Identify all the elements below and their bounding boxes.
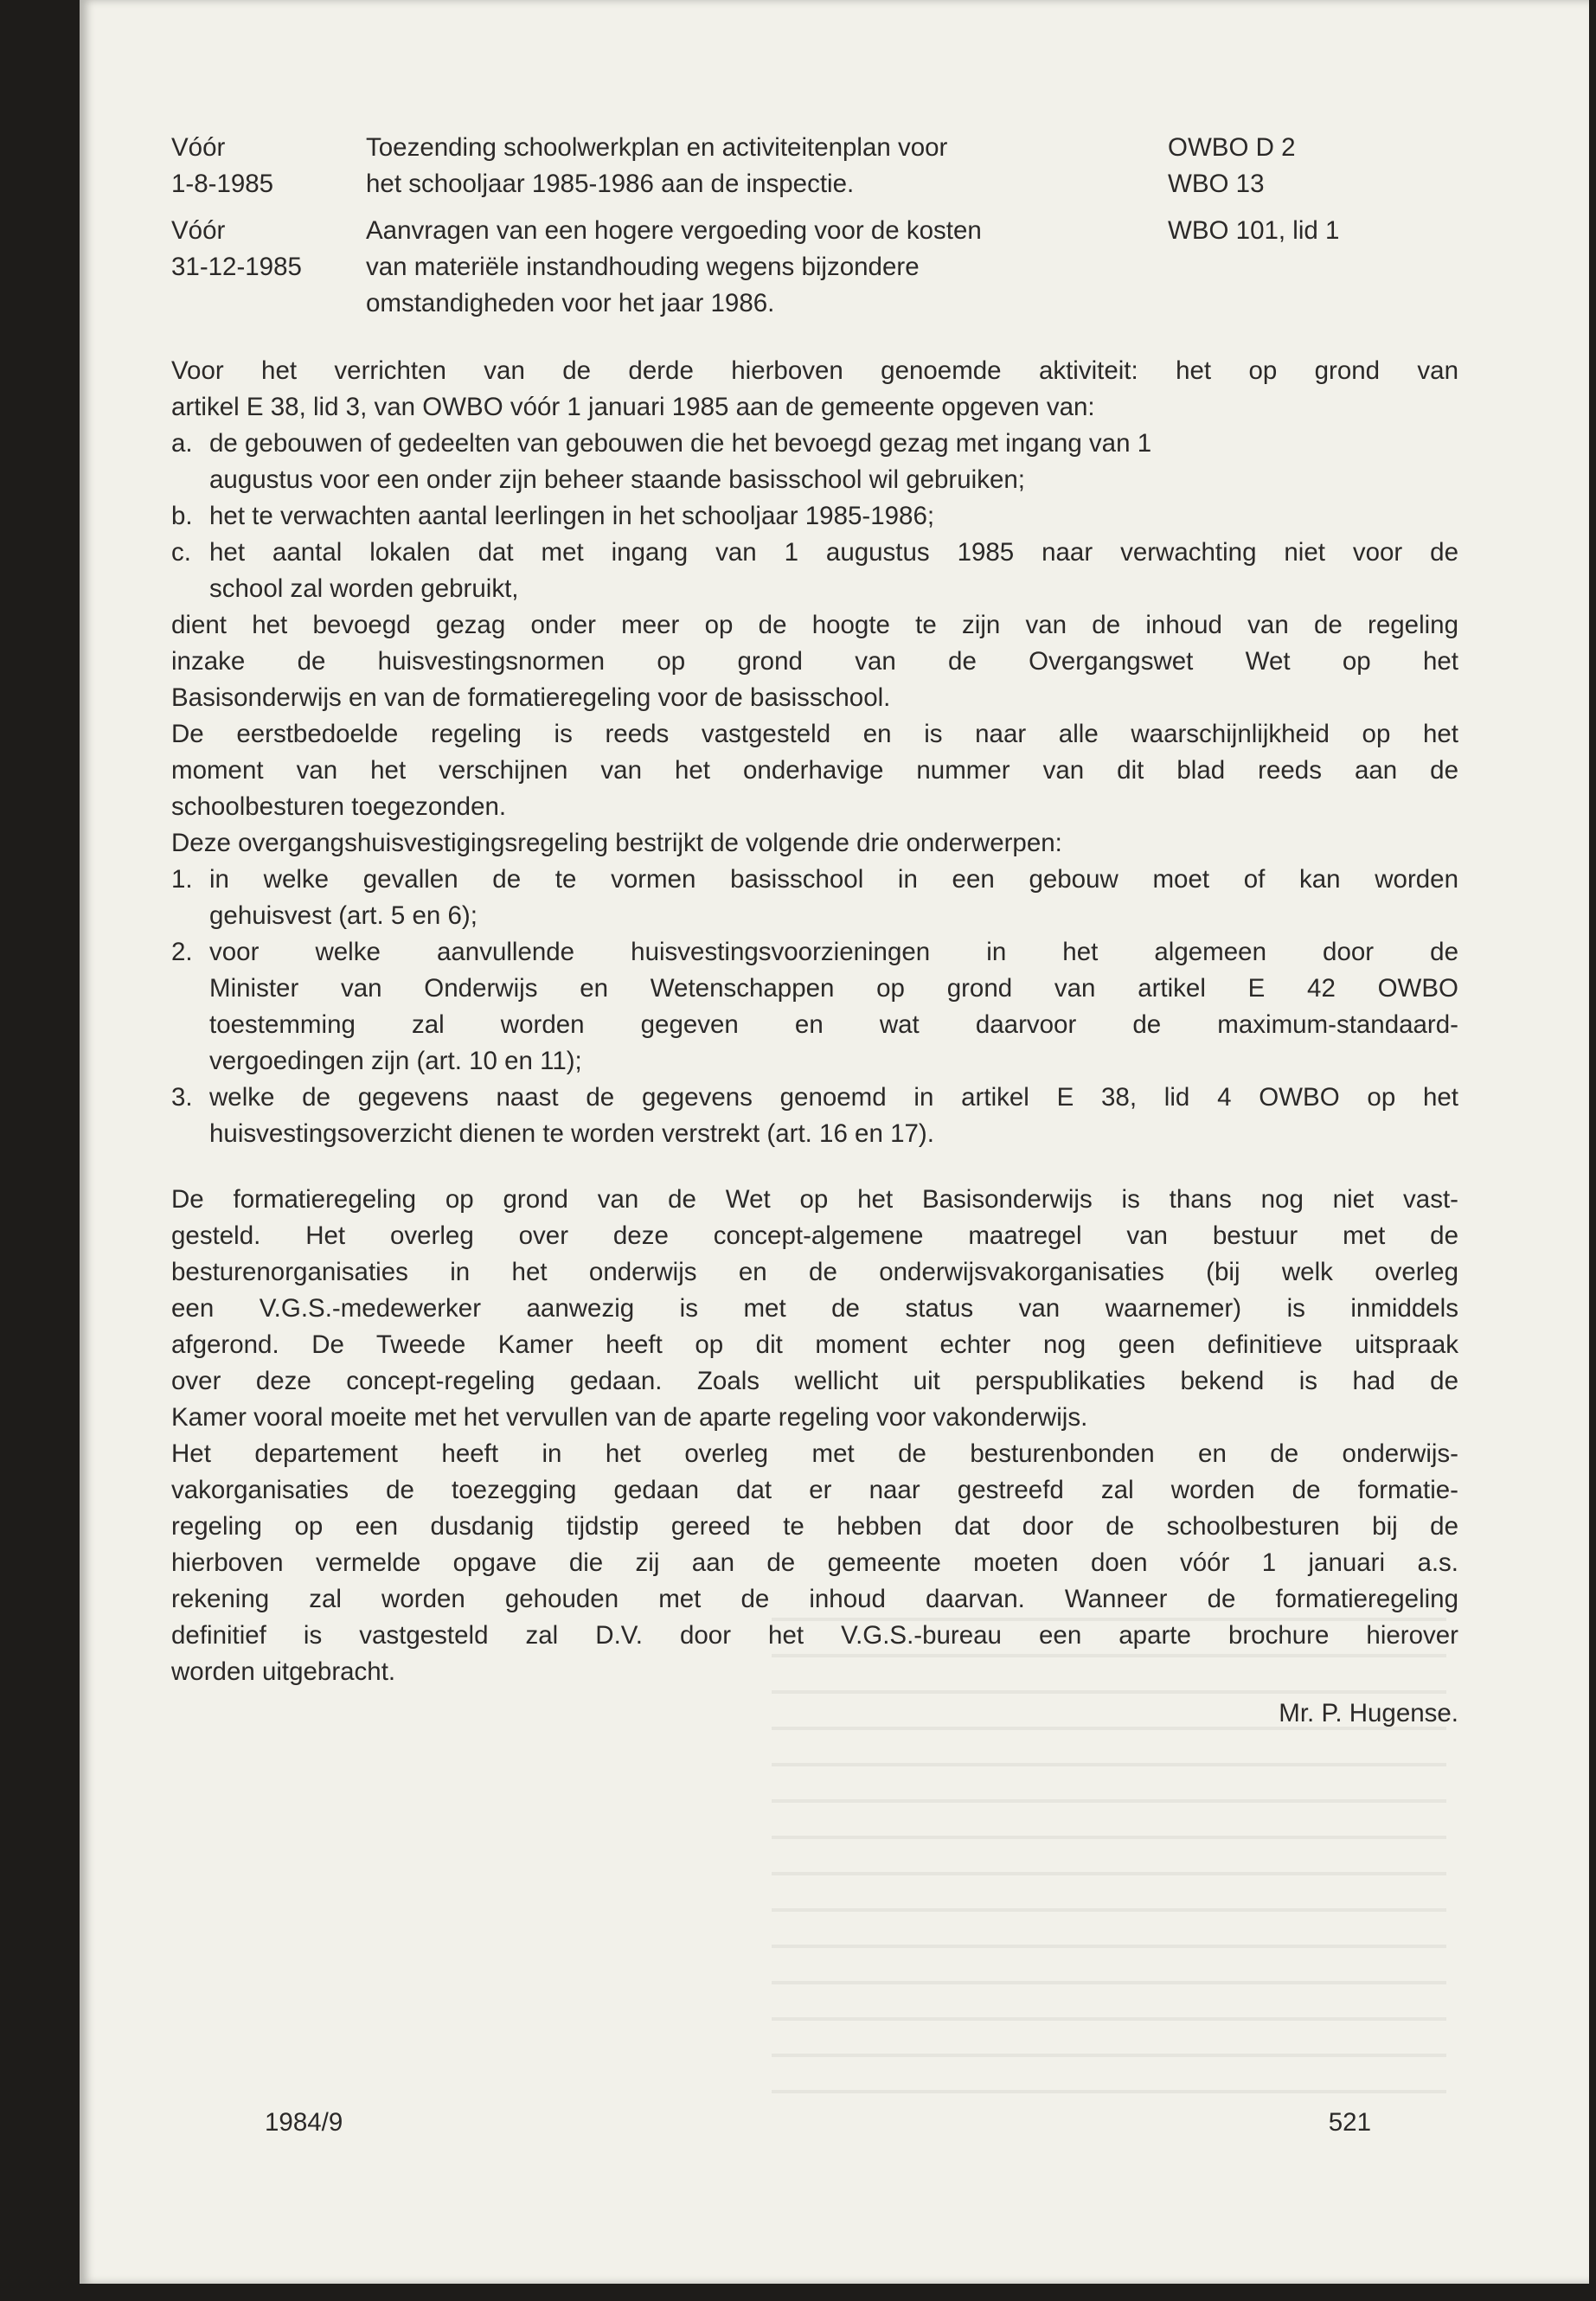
paragraph-eerstbedoelde xyxy=(171,716,1458,825)
text-line: schoolbesturen toegezonden. xyxy=(171,792,507,821)
page-footer xyxy=(265,2108,1371,2138)
text-line: het te verwachten aantal leerlingen in het schooljaar 1985-1986; xyxy=(209,502,935,530)
text-line: over deze concept-regeling gedaan. Zoals wellicht uit perspublikaties bekend is had de xyxy=(171,1367,1458,1395)
schedule-description xyxy=(366,213,1168,322)
list-marker: b. xyxy=(171,502,193,530)
text-line: definitief is vastgesteld zal D.V. door het V.G.S.-bureau een aparte brochure hierover xyxy=(171,1621,1458,1650)
text-line: van materiële instandhouding wegens bijzondere xyxy=(366,253,920,281)
text-line: vergoedingen zijn (art. 10 en 11); xyxy=(209,1047,582,1075)
text-line: school zal worden gebruikt, xyxy=(209,574,519,603)
text-line: De formatieregeling op grond van de Wet op het Basisonderwijs is thans nog niet vast- xyxy=(171,1185,1458,1214)
text-line: besturenorganisaties in het onderwijs en de onderwijsvakorganisaties (bij welk overleg xyxy=(171,1258,1458,1286)
paragraph-bevoegd-gezag xyxy=(171,607,1458,716)
text-line: de gebouwen of gedeelten van gebouwen die het bevoegd gezag met ingang van 1 xyxy=(209,429,1152,458)
list-item xyxy=(171,862,1458,934)
schedule-date xyxy=(171,130,366,202)
text-line: WBO 101, lid 1 xyxy=(1168,216,1340,245)
schedule-row xyxy=(171,213,1458,322)
text-line: Basisonderwijs en van de formatieregeling voor de basisschool. xyxy=(171,683,891,712)
signature: Mr. P. Hugense. xyxy=(1279,1699,1458,1727)
text-line: Kamer vooral moeite met het vervullen van de aparte regeling voor vakonderwijs. xyxy=(171,1403,1088,1432)
text-line: moment van het verschijnen van het onderhavige nummer van dit blad reeds aan de xyxy=(171,756,1458,785)
text-line: Deze overgangshuisvestigingsregeling bestrijkt de volgende drie onderwerpen: xyxy=(171,829,1062,857)
text-line: gehuisvest (art. 5 en 6); xyxy=(209,901,478,930)
list-item xyxy=(171,426,1458,498)
list-abc xyxy=(171,426,1458,607)
text-line: 1-8-1985 xyxy=(171,170,274,198)
text-line: voor welke aanvullende huisvestingsvoorzieningen in het algemeen door de xyxy=(209,938,1458,966)
paragraph-onderwerpen xyxy=(171,825,1458,862)
text-line: omstandigheden voor het jaar 1986. xyxy=(366,289,775,317)
text-line: vakorganisaties de toezegging gedaan dat er naar gestreefd zal worden de formatie- xyxy=(171,1476,1458,1504)
text-line: huisvestingsoverzicht dienen te worden verstrekt (art. 16 en 17). xyxy=(209,1119,934,1148)
list-marker: c. xyxy=(171,538,191,567)
text-line: het aantal lokalen dat met ingang van 1 augustus 1985 naar verwachting niet voor de xyxy=(209,538,1458,567)
text-line: 31-12-1985 xyxy=(171,253,302,281)
paragraph-departement xyxy=(171,1436,1458,1690)
text-line: augustus voor een onder zijn beheer staande basisschool wil gebruiken; xyxy=(209,465,1025,494)
text-line: WBO 13 xyxy=(1168,170,1265,198)
list-marker: 3. xyxy=(171,1083,193,1112)
text-line: in welke gevallen de te vormen basisschool in een gebouw moet of kan worden xyxy=(209,865,1458,894)
text-line: een V.G.S.-medewerker aanwezig is met de status van waarnemer) is inmiddels xyxy=(171,1294,1458,1323)
schedule-reference xyxy=(1168,213,1458,322)
text-line: Vóór xyxy=(171,133,226,162)
paragraph-formatieregeling xyxy=(171,1182,1458,1436)
text-line: Minister van Onderwijs en Wetenschappen op grond van artikel E 42 OWBO xyxy=(209,974,1458,1003)
text-line: Aanvragen van een hogere vergoeding voor de kosten xyxy=(366,216,982,245)
text-line: welke de gegevens naast de gegevens genoemd in artikel E 38, lid 4 OWBO op het xyxy=(209,1083,1458,1112)
text-line: Voor het verrichten van de derde hierboven genoemde aktiviteit: het op grond van xyxy=(171,356,1458,385)
text-line: gesteld. Het overleg over deze concept-algemene maatregel van bestuur met de xyxy=(171,1221,1458,1250)
text-line: Vóór xyxy=(171,216,226,245)
text-line: dient het bevoegd gezag onder meer op de hoogte te zijn van de inhoud van de regeling xyxy=(171,611,1458,639)
schedule-date xyxy=(171,213,366,322)
text-line: Het departement heeft in het overleg met de besturenbonden en de onderwijs- xyxy=(171,1439,1458,1468)
list-item xyxy=(171,535,1458,607)
text-line: het schooljaar 1985-1986 aan de inspectie. xyxy=(366,170,855,198)
list-item xyxy=(171,498,1458,535)
list-marker: a. xyxy=(171,429,193,458)
text-line: De eerstbedoelde regeling is reeds vastgesteld en is naar alle waarschijnlijkheid op het xyxy=(171,720,1458,748)
page-content xyxy=(171,130,1458,1732)
document-page xyxy=(80,0,1589,2284)
list-item xyxy=(171,1080,1458,1152)
intro-paragraph xyxy=(171,353,1458,426)
text-line: hierboven vermelde opgave die zij aan de gemeente moeten doen vóór 1 januari a.s. xyxy=(171,1548,1458,1577)
text-line: inzake de huisvestingsnormen op grond van de Overgangswet Wet op het xyxy=(171,647,1458,676)
list-123 xyxy=(171,862,1458,1152)
text-line: OWBO D 2 xyxy=(1168,133,1296,162)
text-line: afgerond. De Tweede Kamer heeft op dit moment echter nog geen definitieve uitspraak xyxy=(171,1330,1458,1359)
page-number: 521 xyxy=(1328,2108,1371,2137)
text-line: Toezending schoolwerkplan en activiteitenplan voor xyxy=(366,133,948,162)
text-line: toestemming zal worden gegeven en wat daarvoor de maximum-standaard- xyxy=(209,1010,1458,1039)
text-line: regeling op een dusdanig tijdstip gereed te hebben dat door de schoolbesturen bij de xyxy=(171,1512,1458,1541)
issue-number: 1984/9 xyxy=(265,2108,343,2137)
list-marker: 2. xyxy=(171,938,193,966)
schedule-description xyxy=(366,130,1168,202)
schedule-row xyxy=(171,130,1458,202)
text-line: worden uitgebracht. xyxy=(171,1657,396,1686)
list-item xyxy=(171,934,1458,1080)
schedule-reference xyxy=(1168,130,1458,202)
list-marker: 1. xyxy=(171,865,193,894)
text-line: rekening zal worden gehouden met de inhoud daarvan. Wanneer de formatieregeling xyxy=(171,1585,1458,1613)
text-line: artikel E 38, lid 3, van OWBO vóór 1 januari 1985 aan de gemeente opgeven van: xyxy=(171,393,1095,421)
